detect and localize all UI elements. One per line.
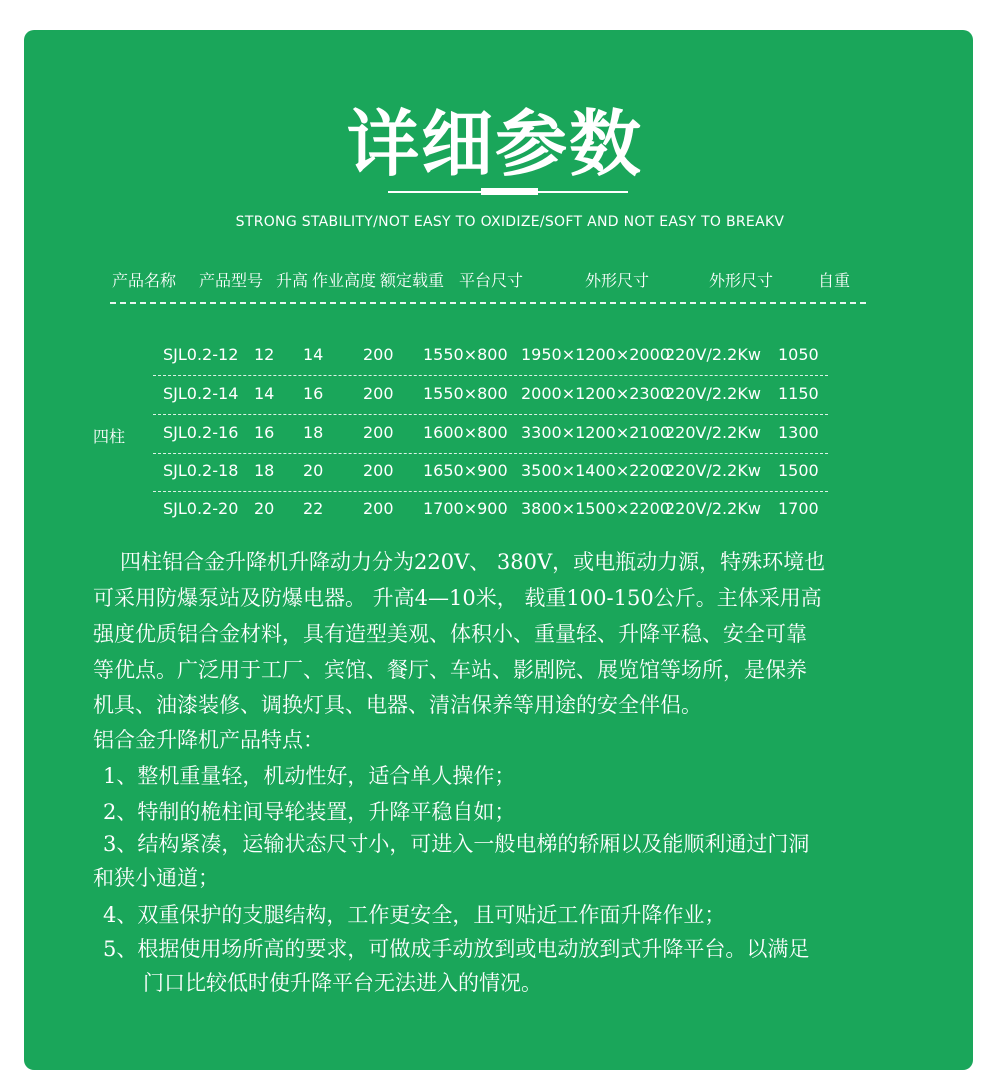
table-row [0,499,990,527]
cell-dimensions: 1950×1200×2000 [521,345,670,364]
cell-platform: 1650×900 [423,461,508,480]
header-dimensions: 外形尺寸 [585,271,650,290]
subtitle: STRONG STABILITY/NOT EASY TO OXIDIZE/SOFT AND NOT EASY TO BREAKV [235,214,785,230]
cell-platform: 1700×900 [423,499,508,518]
cell-height: 20 [254,499,275,518]
cell-power: 220V/2.2Kw [665,384,761,403]
cell-platform: 1550×800 [423,384,508,403]
feature-item-continued: 门口比较低时使升降平台无法进入的情况。 [143,971,542,995]
cell-dimensions: 2000×1200×2300 [521,384,670,403]
feature-item: 3、结构紧凑，运输状态尺寸小，可进入一般电梯的轿厢以及能顺利通过门洞 [103,832,810,856]
cell-height: 12 [254,345,275,364]
cell-platform: 1550×800 [423,345,508,364]
header-divider [110,302,866,304]
header-weight: 自重 [818,271,851,290]
feature-item-continued: 和狭小通道； [93,866,219,890]
cell-power: 220V/2.2Kw [665,461,761,480]
row-divider [153,453,828,454]
cell-weight: 1150 [778,384,819,403]
features-heading: 铝合金升降机产品特点： [93,728,324,752]
cell-load: 200 [363,499,394,518]
table-row [0,384,990,412]
cell-weight: 1050 [778,345,819,364]
cell-weight: 1700 [778,499,819,518]
table-row [0,345,990,373]
header-work-height: 作业高度 [312,271,377,290]
cell-dimensions: 3500×1400×2200 [521,461,670,480]
cell-work-height: 18 [303,423,324,442]
cell-load: 200 [363,423,394,442]
cell-load: 200 [363,461,394,480]
header-platform-size: 平台尺寸 [459,271,524,290]
description-line: 等优点。广泛用于工厂、宾馆、餐厅、车站、影剧院、展览馆等场所，是保养 [93,658,807,682]
description-line: 四柱铝合金升降机升降动力分为220V、 380V，或电瓶动力源，特殊环境也 [120,550,826,574]
header-dimensions-2: 外形尺寸 [709,271,774,290]
cell-model: SJL0.2-14 [163,384,239,403]
cell-power: 220V/2.2Kw [665,345,761,364]
cell-load: 200 [363,345,394,364]
header-lift: 升高 [276,271,309,290]
feature-item: 2、特制的桅柱间导轮装置，升降平稳自如； [103,800,516,824]
cell-height: 18 [254,461,275,480]
description-line: 强度优质铝合金材料，具有造型美观、体积小、重量轻、升降平稳、安全可靠 [93,622,807,646]
description-line: 机具、油漆装修、调换灯具、电器、清洁保养等用途的安全伴侣。 [93,693,702,717]
title-divider-accent [481,188,538,195]
feature-item: 4、双重保护的支腿结构，工作更安全，且可贴近工作面升降作业； [103,903,726,927]
cell-power: 220V/2.2Kw [665,423,761,442]
row-divider [153,491,828,492]
header-product-name: 产品名称 [112,271,177,290]
cell-weight: 1500 [778,461,819,480]
cell-work-height: 22 [303,499,324,518]
cell-height: 14 [254,384,275,403]
cell-load: 200 [363,384,394,403]
cell-weight: 1300 [778,423,819,442]
row-divider [153,414,828,415]
group-label: 四柱 [93,427,126,446]
cell-platform: 1600×800 [423,423,508,442]
header-model: 产品型号 [199,271,264,290]
cell-model: SJL0.2-12 [163,345,239,364]
feature-item: 1、整机重量轻，机动性好，适合单人操作； [103,764,516,788]
cell-model: SJL0.2-16 [163,423,239,442]
cell-dimensions: 3300×1200×2100 [521,423,670,442]
cell-model: SJL0.2-18 [163,461,239,480]
header-rated-load: 额定载重 [380,271,445,290]
row-divider [153,375,828,376]
feature-item: 5、根据使用场所高的要求，可做成手动放到或电动放到式升降平台。以满足 [103,937,810,961]
table-row [0,461,990,489]
cell-work-height: 20 [303,461,324,480]
cell-work-height: 16 [303,384,324,403]
cell-dimensions: 3800×1500×2200 [521,499,670,518]
table-row [0,423,990,451]
cell-power: 220V/2.2Kw [665,499,761,518]
page-title: 详细参数 [346,101,643,186]
cell-height: 16 [254,423,275,442]
description-line: 可采用防爆泵站及防爆电器。 升高4—10米， 载重100-150公斤。主体采用高 [93,586,822,610]
cell-model: SJL0.2-20 [163,499,239,518]
cell-work-height: 14 [303,345,324,364]
